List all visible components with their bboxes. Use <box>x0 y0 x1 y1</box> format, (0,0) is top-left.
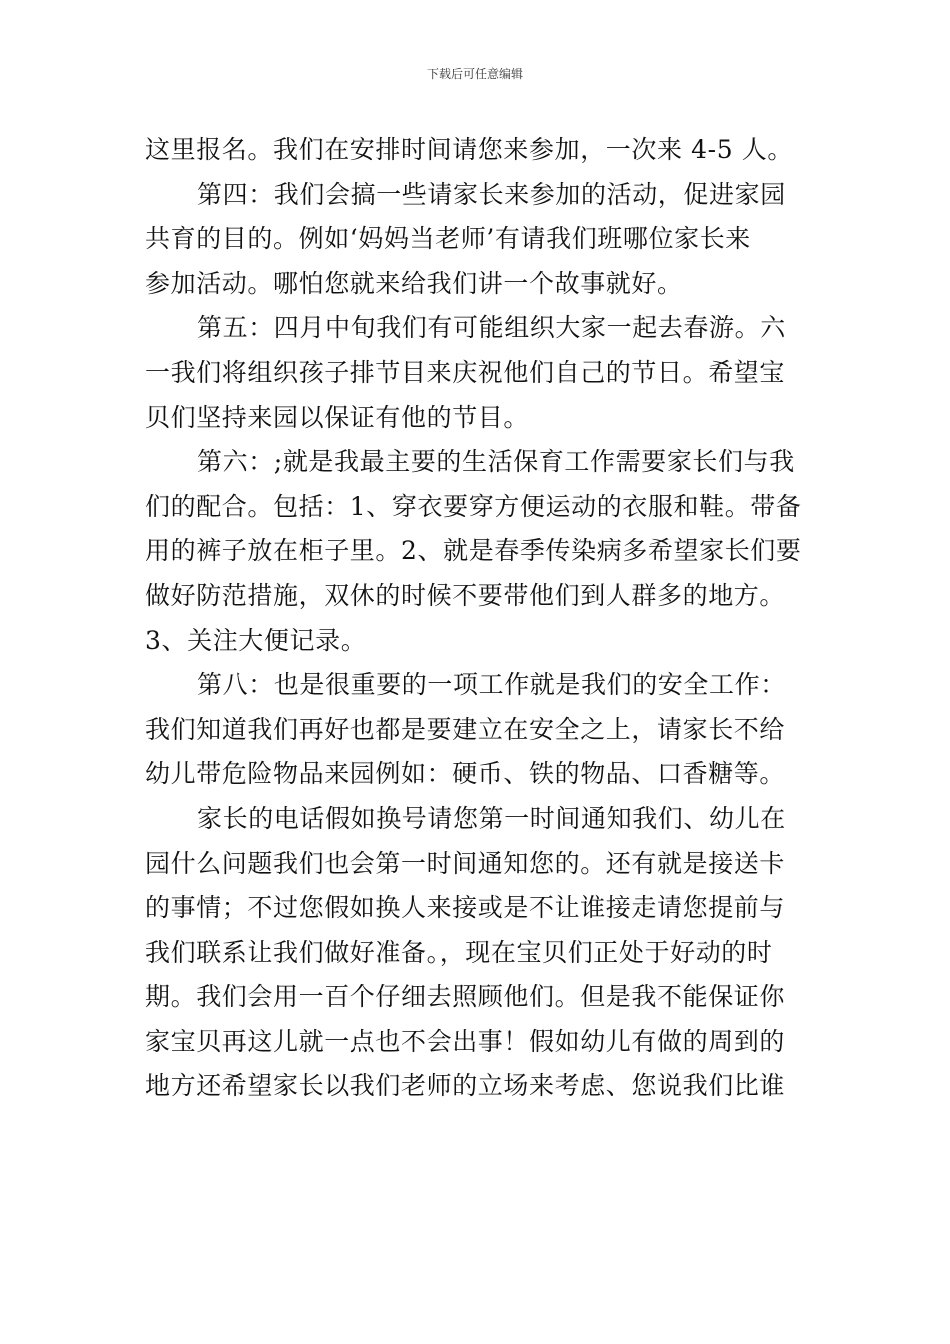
text-line: 第六：;就是我最主要的生活保育工作需要家长们与我 <box>197 447 795 477</box>
text-line: 家宝贝再这儿就一点也不会出事！假如幼儿有做的周到的 <box>145 1026 786 1056</box>
text-line: 用的裤子放在柜子里。2、就是春季传染病多希望家长们要 <box>145 536 802 566</box>
text-line: 第五：四月中旬我们有可能组织大家一起去春游。六 <box>197 313 786 343</box>
text-line: 第四：我们会搞一些请家长来参加的活动，促进家园 <box>197 179 786 209</box>
text-line: 做好防范措施，双休的时候不要带他们到人群多的地方。 <box>145 580 786 610</box>
text-line: 一我们将组织孩子排节目来庆祝他们自己的节日。希望宝 <box>145 357 786 387</box>
text-line: 期。我们会用一百个仔细去照顾他们。但是我不能保证你 <box>145 982 786 1012</box>
text-line: 第八：也是很重要的一项工作就是我们的安全工作： <box>197 670 786 700</box>
text-line: 地方还希望家长以我们老师的立场来考虑、您说我们比谁 <box>145 1071 786 1101</box>
text-line: 参加活动。哪怕您就来给我们讲一个故事就好。 <box>145 268 683 298</box>
text-line: 3、关注大便记录。 <box>145 625 367 655</box>
text-line: 的事情；不过您假如换人来接或是不让谁接走请您提前与 <box>145 893 786 923</box>
text-line: 我们联系让我们做好准备。，现在宝贝们正处于好动的时 <box>145 937 773 967</box>
body-text <box>145 128 825 1109</box>
page-header: 下载后可任意编辑 <box>426 67 523 81</box>
text-line: 贝们坚持来园以保证有他的节目。 <box>145 402 530 432</box>
text-line: 共育的目的。例如‘妈妈当老师’有请我们班哪位家长来 <box>145 224 751 254</box>
text-line: 这里报名。我们在安排时间请您来参加，一次来 4-5 人。 <box>145 135 793 164</box>
text-line: 我们知道我们再好也都是要建立在安全之上，请家长不给 <box>145 714 786 744</box>
text-line: 家长的电话假如换号请您第一时间通知我们、幼儿在 <box>197 803 786 833</box>
text-line: 幼儿带危险物品来园例如：硬币、铁的物品、口香糖等。 <box>145 759 786 789</box>
text-line: 们的配合。包括：1、穿衣要穿方便运动的衣服和鞋。带备 <box>145 491 802 521</box>
text-line: 园什么问题我们也会第一时间通知您的。还有就是接送卡 <box>145 848 786 878</box>
